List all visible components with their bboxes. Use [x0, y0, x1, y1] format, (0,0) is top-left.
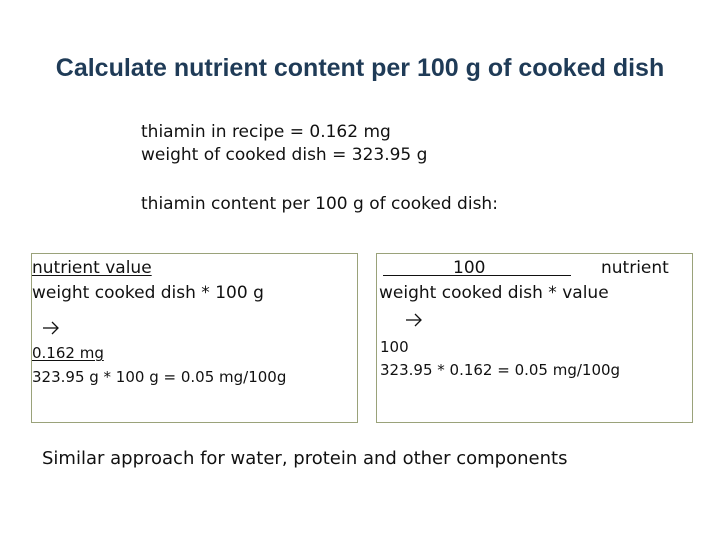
recipe-facts	[141, 121, 427, 167]
left-formula-denominator: weight cooked dish * 100 g	[32, 283, 264, 303]
right-formula-denominator: weight cooked dish * value	[379, 283, 609, 303]
right-formula-box	[376, 253, 693, 423]
slide-title: Calculate nutrient content per 100 g of cooked dish	[55, 54, 665, 82]
cooked-dish-weight-line: weight of cooked dish = 323.95 g	[141, 145, 428, 165]
left-calc-result: 323.95 g * 100 g = 0.05 mg/100g	[32, 368, 287, 386]
footer-note: Similar approach for water, protein and other components	[42, 448, 568, 469]
right-formula-trailing-word: nutrient	[601, 258, 669, 278]
right-formula-numerator: 100	[453, 258, 486, 278]
left-formula-box	[31, 253, 358, 423]
left-formula-numerator: nutrient value	[32, 258, 152, 278]
left-calc-numerator: 0.162 mg	[32, 344, 104, 362]
arrow-right-icon	[42, 320, 60, 340]
arrow-right-icon	[405, 312, 423, 332]
right-calc-numerator: 100	[380, 338, 409, 356]
thiamin-content-prompt: thiamin content per 100 g of cooked dish:	[141, 194, 498, 214]
right-calc-result: 323.95 * 0.162 = 0.05 mg/100g	[380, 361, 621, 379]
thiamin-in-recipe-line: thiamin in recipe = 0.162 mg	[141, 122, 391, 142]
